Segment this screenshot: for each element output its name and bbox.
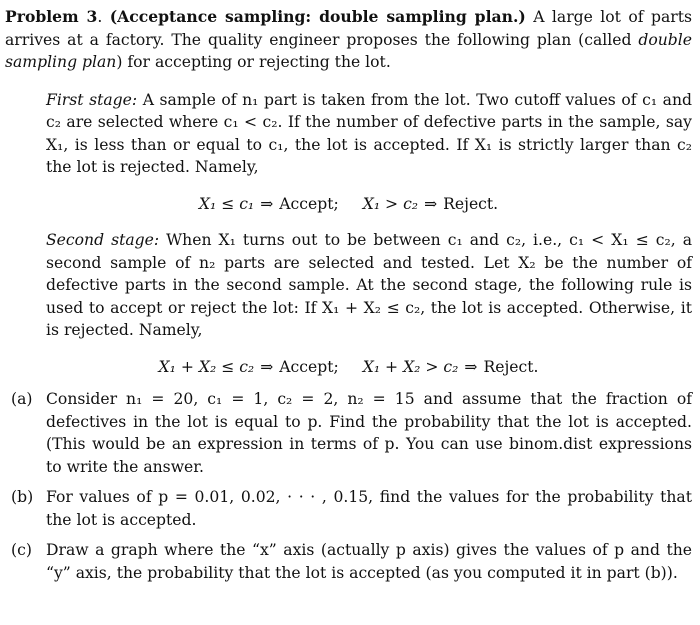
question-part-text: For values of p = 0.01, 0.02, · · · , 0.15, find the values for the probability that the lot is accepted. bbox=[46, 488, 692, 529]
problem-title: (Acceptance sampling: double sampling plan.) bbox=[109, 7, 526, 26]
second-stage-paragraph bbox=[5, 229, 692, 342]
first-stage-sentence-2: If the number of defective parts in the sample, say X₁, is less than or equal to c₁, the lot is accepted. bbox=[46, 113, 692, 154]
second-stage-sentence-3: At the second stage, the following rule is used to accept or reject the lot: If X₁ + X₂ ≤ c₂, the lot is accepted. Otherwise, it is rejected. Namely, bbox=[46, 276, 692, 339]
first-stage-label: First stage: bbox=[46, 90, 138, 109]
question-parts-list bbox=[5, 388, 692, 584]
second-stage-accept-label: Accept; bbox=[279, 357, 339, 376]
implies-arrow-icon: ⇒ bbox=[260, 194, 274, 213]
question-part-label: (c) bbox=[11, 541, 32, 559]
second-stage-reject-label: Reject. bbox=[483, 357, 539, 376]
problem-intro-text: A large lot of parts arrives at a factory. The quality engineer proposes the following plan (called bbox=[5, 8, 692, 49]
second-stage-sentence-1: When X₁ turns out to be between c₁ and c₂, i.e., c₁ < X₁ ≤ c₂, a second sample of n₂ parts are selected and tested. bbox=[46, 231, 692, 272]
question-part-a bbox=[5, 388, 692, 478]
question-part-text: Draw a graph where the “x” axis (actually p axis) gives the values of p and the “y” axis, the probability that the lot is accepted (as you computed it in part (b)). bbox=[46, 541, 692, 582]
second-stage-accept-condition: X₁ + X₂ ≤ c₂ bbox=[158, 357, 255, 376]
question-part-label: (b) bbox=[11, 488, 34, 506]
second-stage-sentence-2: Let X₂ be the number of defective parts in the second sample. bbox=[46, 253, 692, 294]
implies-arrow-icon: ⇒ bbox=[424, 194, 438, 213]
question-part-c bbox=[5, 539, 692, 584]
implies-arrow-icon: ⇒ bbox=[464, 357, 478, 376]
question-part-text: Consider n₁ = 20, c₁ = 1, c₂ = 2, n₂ = 15 and assume that the fraction of defectives in the lot is equal to p. Find the probability that the lot is accepted. (This would be an expression in terms of p. You can use binom.dist expressions to write the answer. bbox=[46, 390, 692, 476]
problem-heading: Problem 3 bbox=[5, 7, 98, 26]
first-stage-sentence-3: If X₁ is strictly larger than c₂ the lot is rejected. Namely, bbox=[46, 135, 693, 176]
problem-intro-term: double sampling plan bbox=[5, 30, 692, 71]
second-stage-rule bbox=[5, 356, 692, 379]
first-stage-sentence-1: A sample of n₁ part is taken from the lot. Two cutoff values of c₁ and c₂ are selected where c₁ < c₂. bbox=[46, 90, 692, 131]
problem-intro-end: for accepting or rejecting the lot. bbox=[127, 53, 391, 71]
first-stage-rule bbox=[5, 193, 692, 216]
first-stage-paragraph bbox=[5, 89, 692, 179]
first-stage-accept-condition: X₁ ≤ c₁ bbox=[198, 194, 255, 213]
second-stage-label: Second stage: bbox=[46, 231, 160, 249]
first-stage-accept-label: Accept; bbox=[279, 194, 339, 213]
first-stage-reject-condition: X₁ > c₂ bbox=[362, 194, 419, 213]
question-part-b bbox=[5, 486, 692, 531]
problem-intro: Problem 3. (Acceptance sampling: double sampling plan.) A large lot of parts arrives at a factory. The quality engineer proposes the following plan (called double sampling plan) for accepting or rejecting the lot. bbox=[5, 7, 692, 71]
question-part-label: (a) bbox=[11, 390, 33, 408]
second-stage-reject-condition: X₁ + X₂ > c₂ bbox=[362, 357, 459, 376]
first-stage-reject-label: Reject. bbox=[443, 194, 499, 213]
implies-arrow-icon: ⇒ bbox=[260, 357, 274, 376]
